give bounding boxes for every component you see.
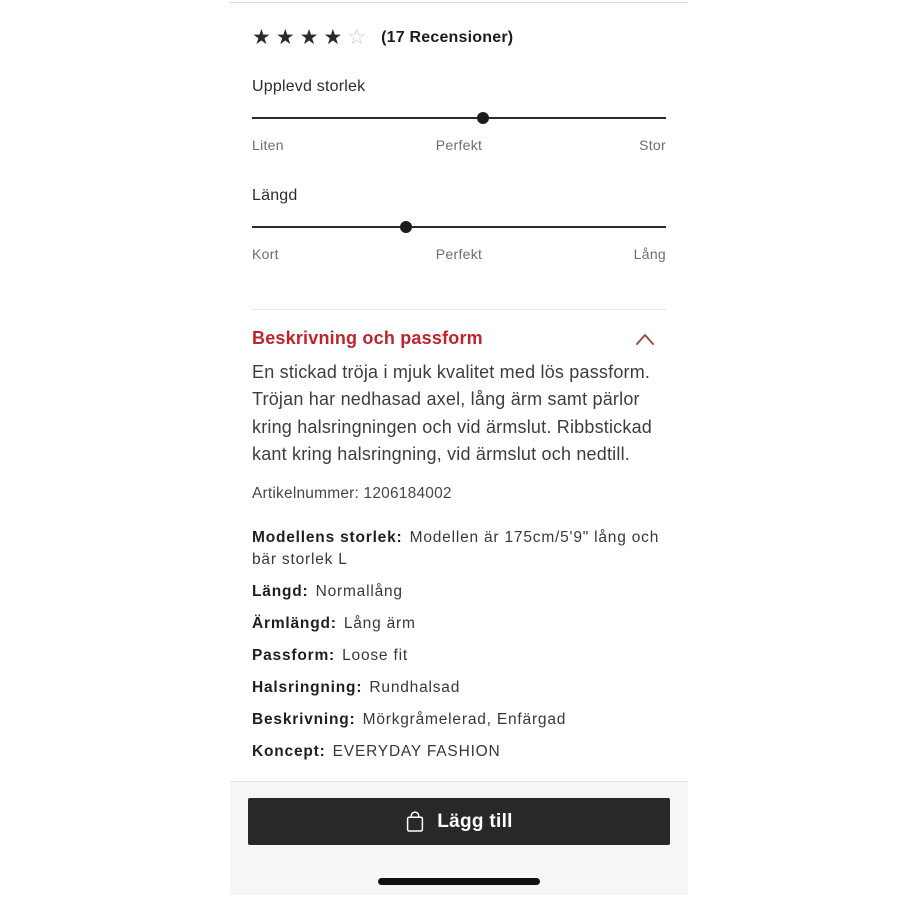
- attribute-label: Koncept:: [252, 743, 326, 761]
- top-divider: [230, 0, 688, 3]
- attribute-value: EVERYDAY FASHION: [332, 743, 501, 761]
- home-indicator-bar[interactable]: [378, 878, 540, 885]
- attribute-row: [252, 581, 666, 603]
- attribute-value: Mörkgråmelerad, Enfärgad: [362, 711, 567, 729]
- star-icon: ★: [275, 26, 295, 49]
- add-to-bag-button[interactable]: [248, 798, 670, 845]
- star-icon: ★: [252, 26, 271, 49]
- attribute-label: Passform:: [252, 647, 336, 665]
- scale-max-label: Lång: [633, 246, 666, 262]
- length-label: Längd: [252, 187, 298, 204]
- attribute-value: Lång ärm: [343, 615, 416, 633]
- star-icon: ★: [323, 26, 343, 49]
- attribute-label: Beskrivning:: [252, 711, 356, 729]
- length-scale: [252, 246, 666, 262]
- star-outline-icon: ☆: [347, 26, 367, 49]
- attribute-label: Modellens storlek:: [252, 529, 403, 547]
- attributes-list: [252, 527, 666, 763]
- perceived-size-label: Upplevd storlek: [252, 78, 366, 95]
- product-description: En stickad tröja i mjuk kvalitet med lös passform. Tröjan har nedhasad axel, lång ärm samt pärlor kring halsringningen och vid ärmslut. Ribbstickad kant kring halsringning, vid ärmslut och nedtill.: [252, 362, 652, 464]
- attribute-value: Loose fit: [342, 647, 408, 665]
- attribute-value: Normallång: [315, 583, 403, 601]
- attribute-value: Rundhalsad: [369, 679, 461, 697]
- attribute-row: [252, 645, 666, 667]
- perceived-size-scale: [252, 137, 666, 153]
- product-detail-panel: [230, 0, 688, 900]
- scale-mid-label: Perfekt: [435, 137, 483, 153]
- perceived-size-knob: [477, 112, 489, 124]
- add-to-bag-footer: [230, 781, 688, 895]
- chevron-up-icon[interactable]: [634, 331, 656, 347]
- scale-mid-label: Perfekt: [435, 246, 483, 262]
- attribute-row: [252, 709, 666, 731]
- add-to-bag-label: Lägg till: [437, 810, 513, 832]
- description-section-title: Beskrivning och passform: [252, 328, 483, 348]
- attribute-row: [252, 613, 666, 635]
- section-divider: [252, 309, 666, 310]
- length-knob: [400, 221, 412, 233]
- rating-row: [252, 27, 666, 49]
- attribute-row: [252, 527, 666, 571]
- attribute-label: Halsringning:: [252, 679, 363, 697]
- attribute-label: Längd:: [252, 583, 309, 601]
- star-rating: [252, 27, 366, 49]
- description-accordion-header[interactable]: [252, 328, 666, 349]
- star-icon: ★: [299, 26, 319, 49]
- attribute-row: [252, 677, 666, 699]
- attribute-value: Modellen är 175cm/5'9" lång och bär storlek L: [252, 529, 660, 569]
- scale-min-label: Liten: [252, 137, 284, 153]
- length-slider: [252, 226, 666, 228]
- attribute-label: Ärmlängd:: [252, 615, 337, 633]
- article-number: Artikelnummer: 1206184002: [252, 485, 452, 503]
- scale-max-label: Stor: [639, 137, 666, 153]
- reviews-count-link[interactable]: (17 Recensioner): [381, 29, 514, 46]
- shopping-bag-icon: [405, 811, 425, 833]
- perceived-size-slider: [252, 117, 666, 119]
- attribute-row: [252, 741, 666, 763]
- scale-min-label: Kort: [252, 246, 279, 262]
